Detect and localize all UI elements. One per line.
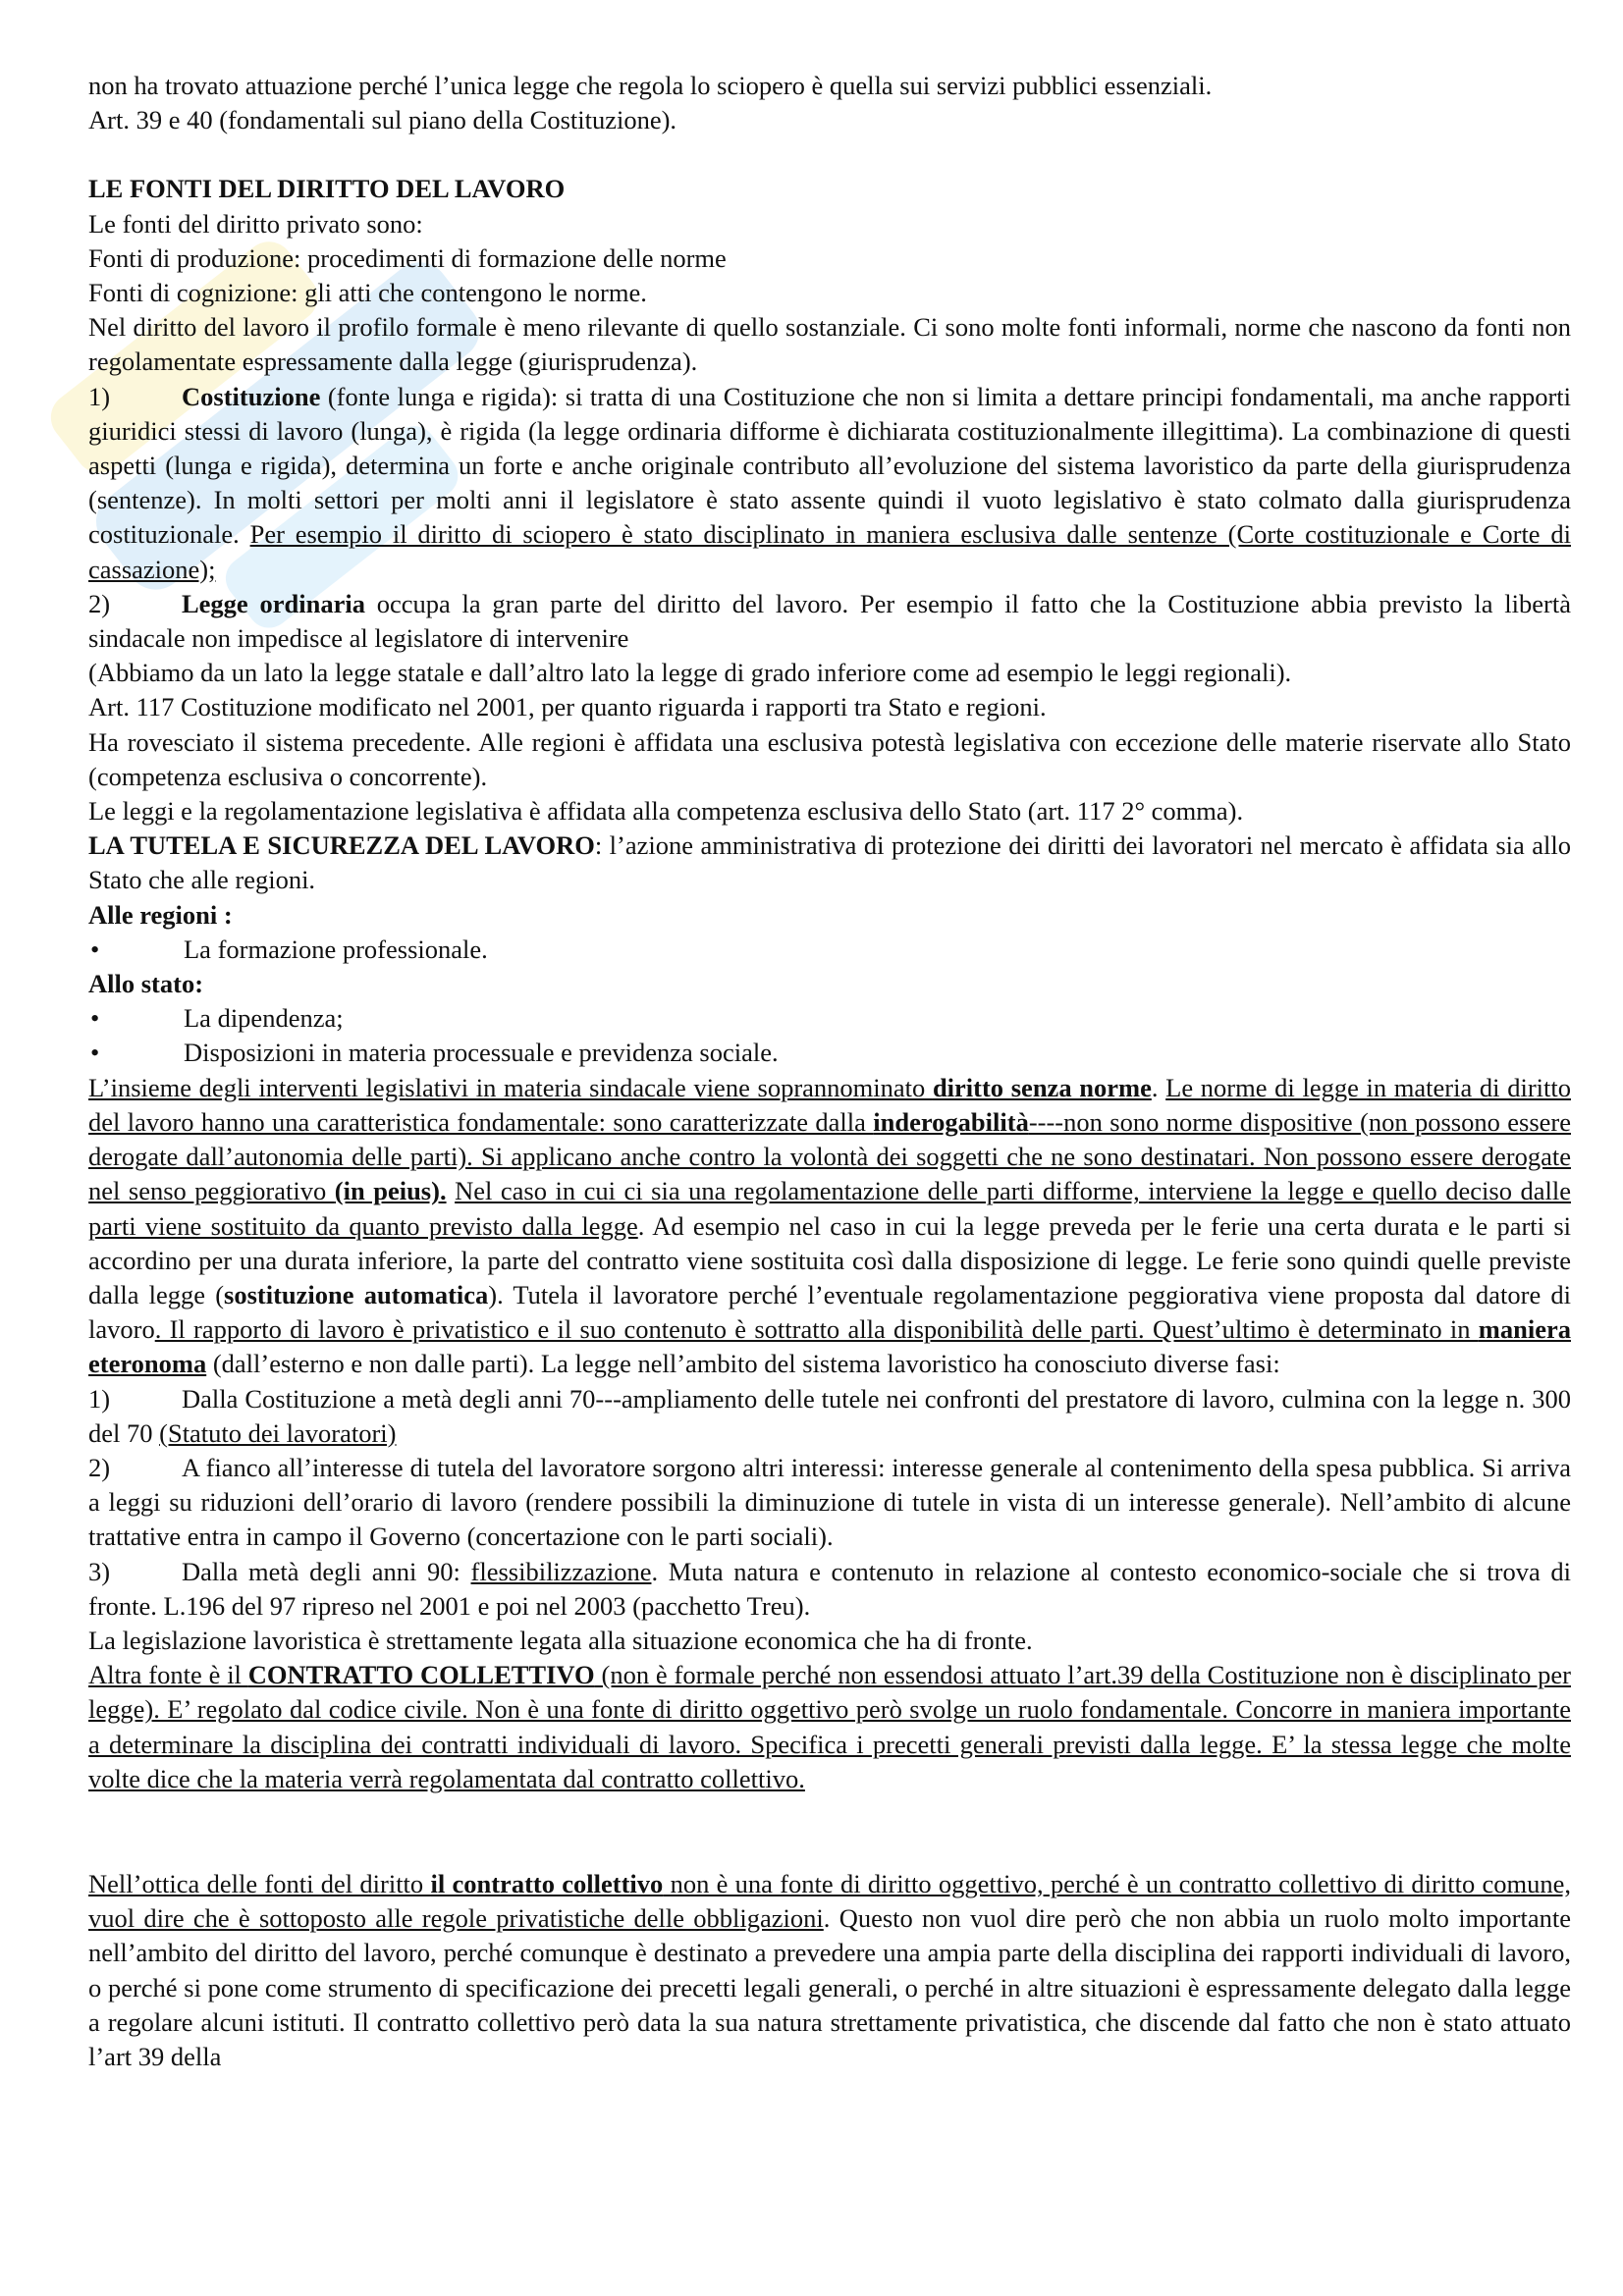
text-run: Dalla metà degli anni 90:: [182, 1556, 471, 1586]
text-run: A fianco all’interesse di tutela del lavoratore sorgono altri interessi: interesse generale al contenimento della spesa pubblica. Si arriva a leggi su riduzioni dell’orario di lavoro (rendere possibili la diminuzione di tutele in vista di un interesse generale). Nell’ambito di alcune trattative entra in campo il Governo (concertazione con le parti sociali).: [88, 1452, 1571, 1552]
bullet-icon: •: [90, 934, 100, 964]
underlined-text: (Statuto dei lavoratori): [159, 1417, 397, 1448]
bold-term: Costituzione: [182, 381, 321, 411]
underlined-text: Nell’ottica delle fonti del diritto: [88, 1868, 431, 1898]
paragraph: Art. 117 Costituzione modificato nel 2001, per quanto riguarda i rapporti tra Stato e regioni.: [88, 692, 1047, 722]
paragraph: Fonti di cognizione: gli atti che contengono le norme.: [88, 278, 647, 308]
text-run: . Ad esempio nel caso in cui la legge preveda per le ferie una certa durata e le parti si accordino per una durata inferiore, la parte del contratto viene sostituita così dalla disposizione di legge. Le ferie sono quindi quelle previste dalla legge (: [88, 1210, 1571, 1309]
item-number: 3): [88, 1556, 111, 1586]
underlined-text: . Il rapporto di lavoro è privatistico e il suo contenuto è sottratto alla disponibilità delle parti. Quest’ultimo è determinato in: [154, 1314, 1479, 1345]
paragraph: Le fonti del diritto privato sono:: [88, 208, 423, 239]
text-run: .: [1151, 1072, 1166, 1102]
list-heading: Allo stato:: [88, 969, 204, 999]
bold-term: Legge ordinaria: [182, 588, 365, 618]
bold-underlined-term: il contratto collettivo: [430, 1868, 664, 1898]
text-run: (dall’esterno e non dalle parti). La legge nell’ambito del sistema lavoristico ha conosciuto diverse fasi:: [206, 1349, 1280, 1379]
list-heading: Alle regioni :: [88, 899, 233, 930]
bullet-item: [88, 1001, 1571, 1036]
paragraph: [88, 1071, 1571, 1382]
paragraph: La legislazione lavoristica è strettamente legata alla situazione economica che ha di fronte.: [88, 1625, 1033, 1655]
underlined-text: non è una fonte di diritto oggettivo, perché è un contratto collettivo di diritto comune, vuol dire che è sottoposto alle regole privatistiche delle obbligazioni: [88, 1868, 1571, 1934]
item-number: 1): [88, 381, 111, 411]
bold-underlined-term: maniera eteronoma: [88, 1314, 1571, 1379]
bold-term: LA TUTELA E SICUREZZA DEL LAVORO: [88, 830, 595, 861]
text-run: La dipendenza;: [184, 1003, 344, 1034]
paragraph: [88, 1867, 1571, 2074]
underlined-text: flessibilizzazione: [470, 1556, 652, 1586]
document-page: [88, 69, 1571, 2074]
bullet-icon: •: [90, 1038, 100, 1068]
paragraph: Fonti di produzione: procedimenti di formazione delle norme: [88, 242, 727, 273]
bullet-item: [88, 933, 1571, 967]
text-run: ). Tutela il lavoratore perché l’eventuale regolamentazione peggiorativa viene proposta dal datore di lavoro: [88, 1279, 1571, 1345]
paragraph: Ha rovesciato il sistema precedente. Alle regioni è affidata una esclusiva potestà legislativa con eccezione delle materie riservate allo Stato (competenza esclusiva o concorrente).: [88, 726, 1571, 791]
item-number: 1): [88, 1383, 111, 1414]
paragraph: [88, 828, 1571, 897]
text-run: La formazione professionale.: [184, 934, 488, 964]
text-run: (fonte lunga e rigida): si tratta di una Costituzione che non si limita a dettare principi fondamentali, ma anche rapporti giuridici stessi di lavoro (lunga), è rigida (la legge ordinaria difforme è dichiarata costituzionalmente illegittima). La combinazione di questi aspetti (lunga e rigida), determina un forte e anche originale contributo all’evoluzione del sistema lavoristico da parte della giurisprudenza (sentenze). In molti settori per molti anni il legislatore è stato assente quindi il vuoto legislativo è stato colmato dalla giurisprudenza costituzionale.: [88, 381, 1571, 550]
numbered-item: [88, 1555, 1571, 1624]
text-run: occupa la gran parte del diritto del lavoro. Per esempio il fatto che la Costituzione abbia previsto la libertà sindacale non impedisce al legislatore di intervenire: [88, 588, 1571, 654]
underlined-text: Nel caso in cui ci sia una regolamentazione delle parti difforme, interviene la legge e quello deciso dalle parti viene sostituito da quanto previsto dalla legge: [88, 1176, 1572, 1241]
section-heading: LE FONTI DEL DIRITTO DEL LAVORO: [88, 174, 566, 204]
bullet-icon: •: [90, 1003, 100, 1034]
underlined-text: ----non sono norme dispositive (non possono essere derogate dall’autonomia delle parti). Si applicano anche contro la volontà dei soggetti che ne sono destinatari. Non possono essere derogate nel senso peggiorativo: [88, 1106, 1571, 1206]
text-run: . Muta natura e contenuto in relazione al contesto economico-sociale che si trova di fronte. L.196 del 97 ripreso nel 2001 e poi nel 2003 (pacchetto Treu).: [88, 1556, 1571, 1621]
underlined-text: L’insieme degli interventi legislativi in materia sindacale viene soprannominato: [88, 1072, 933, 1102]
underlined-text: Altra fonte è il: [88, 1660, 248, 1690]
bullet-item: [88, 1036, 1571, 1070]
numbered-item: [88, 1382, 1571, 1451]
underlined-text: (non è formale perché non essendosi attuato l’art.39 della Costituzione non è disciplinato per legge). E’ regolato dal codice civile. Non è una fonte di diritto oggettivo però svolge un ruolo fondamentale. Concorre in maniera importante a determinare la disciplina dei contratti individuali di lavoro. Specifica i precetti generali previsti dalla legge. E’ la stessa legge che molte volte dice che la materia verrà regolamentata dal contratto collettivo.: [88, 1660, 1572, 1793]
text-run: Dalla Costituzione a metà degli anni 70---ampliamento delle tutele nei confronti del prestatore di lavoro, culmina con la legge n. 300 del 70: [88, 1383, 1571, 1448]
paragraph: Nel diritto del lavoro il profilo formale è meno rilevante di quello sostanziale. Ci sono molte fonti informali, norme che nascono da fonti non regolamentate espressamente dalla legge (giurisprudenza).: [88, 312, 1571, 377]
paragraph: Art. 39 e 40 (fondamentali sul piano della Costituzione).: [88, 105, 677, 135]
bold-underlined-term: CONTRATTO COLLETTIVO: [247, 1660, 595, 1690]
text-run: : l’azione amministrativa di protezione dei diritti dei lavoratori nel mercato è affidata sia allo Stato che alle regioni.: [88, 830, 1571, 895]
bold-underlined-term: diritto senza norme: [932, 1072, 1152, 1102]
paragraph: [88, 1658, 1571, 1796]
item-number: 2): [88, 1452, 111, 1482]
bold-underlined-term: (in peius).: [334, 1176, 447, 1206]
underlined-text: Per esempio il diritto di sciopero è stato disciplinato in maniera esclusiva dalle sentenze (Corte costituzionale e Corte di cassazione);: [88, 519, 1571, 584]
bold-term: sostituzione automatica: [224, 1279, 489, 1309]
numbered-item: [88, 1451, 1571, 1555]
item-number: 2): [88, 588, 111, 618]
text-run: Disposizioni in materia processuale e previdenza sociale.: [184, 1038, 779, 1068]
text-run: . Questo non vuol dire però che non abbia un ruolo molto importante nell’ambito del diritto del lavoro, perché comunque è destinato a prevedere una ampia parte della disciplina dei rapporti individuali di lavoro, o perché si pone come strumento di specificazione dei precetti legali generali, o perché in altre situazioni è espressamente delegato dalla legge a regolare alcuni istituti. Il contratto collettivo però data la sua natura strettamente privatistica, che discende dal fatto che non è stato attuato l’art 39 della: [88, 1903, 1571, 2071]
numbered-item: [88, 380, 1571, 587]
paragraph: non ha trovato attuazione perché l’unica legge che regola lo sciopero è quella sui servizi pubblici essenziali.: [88, 71, 1213, 100]
numbered-item: [88, 587, 1571, 656]
bold-underlined-term: inderogabilità: [873, 1106, 1029, 1137]
paragraph: (Abbiamo da un lato la legge statale e dall’altro lato la legge di grado inferiore come ad esempio le leggi regionali).: [88, 658, 1292, 688]
text-run: [447, 1176, 456, 1205]
underlined-text: Le norme di legge in materia di diritto del lavoro hanno una caratteristica fondamentale: sono caratterizzate dalla: [88, 1072, 1571, 1137]
paragraph: Le leggi e la regolamentazione legislativa è affidata alla competenza esclusiva dello Stato (art. 117 2° comma).: [88, 796, 1244, 827]
